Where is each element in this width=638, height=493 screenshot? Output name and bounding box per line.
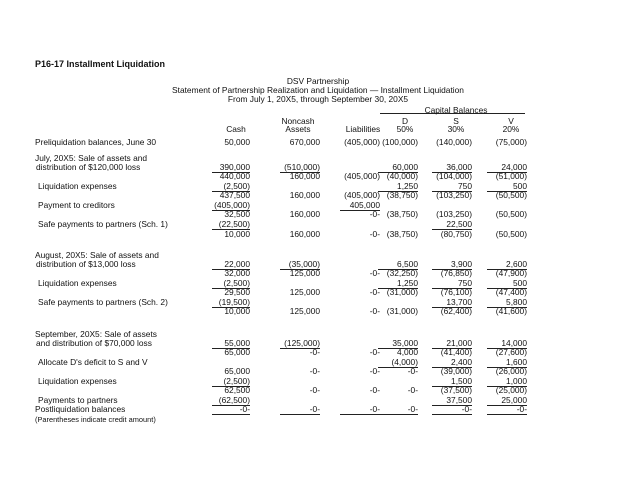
cell-liabilities: -0- bbox=[369, 209, 380, 219]
cell-noncash: 125,000 bbox=[289, 268, 320, 278]
cell-d: (100,000) bbox=[382, 137, 418, 147]
cell-s: (103,250) bbox=[436, 209, 472, 219]
column-header-s-2: 30% bbox=[447, 124, 465, 134]
cell-liabilities: 405,000 bbox=[349, 200, 380, 210]
row-label: July, 20X5: Sale of assets and bbox=[35, 153, 148, 163]
cell-d: 1,250 bbox=[397, 181, 418, 191]
cell-v: (26,000) bbox=[495, 366, 527, 376]
cell-v: (47,900) bbox=[495, 268, 527, 278]
cell-cash: 29,500 bbox=[224, 287, 250, 297]
cell-cash: (2,500) bbox=[223, 376, 250, 386]
cell-noncash: (510,000) bbox=[284, 162, 320, 172]
cell-cash: 437,500 bbox=[219, 190, 250, 200]
statement-period: From July 1, 20X5, through September 30, 20X5 bbox=[227, 94, 409, 104]
cell-v: (50,500) bbox=[495, 190, 527, 200]
row-label: Liquidation expenses bbox=[38, 278, 117, 288]
cell-v: (50,500) bbox=[495, 209, 527, 219]
cell-liabilities: (405,000) bbox=[344, 137, 380, 147]
row-label: September, 20X5: Sale of assets bbox=[35, 329, 157, 339]
cell-s: (104,000) bbox=[436, 171, 472, 181]
cell-cash: 55,000 bbox=[224, 338, 250, 348]
row-label: and distribution of $70,000 loss bbox=[36, 338, 152, 348]
cell-d: (38,750) bbox=[386, 190, 418, 200]
cell-v: 24,000 bbox=[501, 162, 527, 172]
cell-v: 1,000 bbox=[506, 376, 527, 386]
cell-d: (31,000) bbox=[386, 306, 418, 316]
row-label: Payments to partners bbox=[38, 395, 118, 405]
cell-noncash: 160,000 bbox=[289, 209, 320, 219]
cell-s: 2,400 bbox=[451, 357, 472, 367]
column-header-s-1: S bbox=[453, 116, 459, 126]
cell-v: (47,400) bbox=[495, 287, 527, 297]
column-header-d-2: 50% bbox=[396, 124, 414, 134]
cell-noncash: 125,000 bbox=[289, 287, 320, 297]
row-label: distribution of $120,000 loss bbox=[36, 162, 141, 172]
cell-cash: (2,500) bbox=[223, 181, 250, 191]
cell-cash: 10,000 bbox=[224, 229, 250, 239]
row-label: Preliquidation balances, June 30 bbox=[35, 137, 157, 147]
cell-d: (4,000) bbox=[391, 357, 418, 367]
cell-v: (50,500) bbox=[495, 229, 527, 239]
cell-s: 1,500 bbox=[451, 376, 472, 386]
cell-v: 5,800 bbox=[506, 297, 527, 307]
cell-s: (37,500) bbox=[440, 385, 472, 395]
cell-s: 750 bbox=[458, 181, 472, 191]
cell-v: 14,000 bbox=[501, 338, 527, 348]
footnote: (Parentheses indicate credit amount) bbox=[35, 415, 156, 424]
cell-s: 22,500 bbox=[446, 219, 472, 229]
cell-cash: 65,000 bbox=[224, 347, 250, 357]
subtotal-rule bbox=[487, 414, 527, 415]
cell-cash: 22,000 bbox=[224, 259, 250, 269]
column-header-v-1: V bbox=[508, 116, 514, 126]
cell-d: -0- bbox=[407, 385, 418, 395]
cell-liabilities: (405,000) bbox=[344, 190, 380, 200]
cell-noncash: 160,000 bbox=[289, 229, 320, 239]
cell-v: 500 bbox=[513, 181, 527, 191]
row-label: August, 20X5: Sale of assets and bbox=[35, 250, 159, 260]
cell-s: (39,000) bbox=[440, 366, 472, 376]
cell-cash: 50,000 bbox=[224, 137, 250, 147]
statement-title: Statement of Partnership Realization and Liquidation — Installment Liquidation bbox=[172, 85, 464, 95]
cell-d: 4,000 bbox=[397, 347, 418, 357]
cell-v: 2,600 bbox=[506, 259, 527, 269]
row-label: distribution of $13,000 loss bbox=[36, 259, 136, 269]
cell-d: (32,250) bbox=[386, 268, 418, 278]
cell-noncash: 670,000 bbox=[289, 137, 320, 147]
cell-v: -0- bbox=[516, 404, 527, 414]
cell-s: 37,500 bbox=[446, 395, 472, 405]
capital-balances-label: Capital Balances bbox=[424, 105, 488, 115]
cell-noncash: -0- bbox=[309, 385, 320, 395]
cell-s: (80,750) bbox=[440, 229, 472, 239]
column-header-v-2: 20% bbox=[502, 124, 520, 134]
row-label: Liquidation expenses bbox=[38, 181, 117, 191]
cell-s: 750 bbox=[458, 278, 472, 288]
cell-s: (41,400) bbox=[440, 347, 472, 357]
cell-cash: (62,500) bbox=[218, 395, 250, 405]
cell-s: 21,000 bbox=[446, 338, 472, 348]
cell-v: (25,000) bbox=[495, 385, 527, 395]
cell-noncash: 160,000 bbox=[289, 190, 320, 200]
cell-cash: 440,000 bbox=[219, 171, 250, 181]
cell-v: (75,000) bbox=[495, 137, 527, 147]
statement-entity: DSV Partnership bbox=[286, 76, 350, 86]
cell-liabilities: -0- bbox=[369, 287, 380, 297]
cell-d: 35,000 bbox=[392, 338, 418, 348]
column-header-noncash-1: Noncash bbox=[281, 116, 315, 126]
cell-liabilities: (405,000) bbox=[344, 171, 380, 181]
row-label: Postliquidation balances bbox=[35, 404, 126, 414]
cell-v: (41,600) bbox=[495, 306, 527, 316]
row-label: Safe payments to partners (Sch. 2) bbox=[38, 297, 168, 307]
cell-v: 500 bbox=[513, 278, 527, 288]
cell-cash: (22,500) bbox=[218, 219, 250, 229]
cell-s: (62,400) bbox=[440, 306, 472, 316]
cell-cash: 62,500 bbox=[224, 385, 250, 395]
cell-cash: -0- bbox=[239, 404, 250, 414]
column-header-d-1: D bbox=[401, 116, 409, 126]
cell-s: (76,850) bbox=[440, 268, 472, 278]
cell-v: 25,000 bbox=[501, 395, 527, 405]
cell-liabilities: -0- bbox=[369, 366, 380, 376]
column-header-cash-2: Cash bbox=[226, 124, 246, 134]
cell-liabilities: -0- bbox=[369, 306, 380, 316]
row-label: Payment to creditors bbox=[38, 200, 115, 210]
cell-s: 36,000 bbox=[446, 162, 472, 172]
cell-cash: (405,000) bbox=[214, 200, 250, 210]
cell-liabilities: -0- bbox=[369, 385, 380, 395]
row-label: Liquidation expenses bbox=[38, 376, 117, 386]
cell-d: (31,000) bbox=[386, 287, 418, 297]
subtotal-rule bbox=[432, 414, 472, 415]
document-title: P16-17 Installment Liquidation bbox=[35, 59, 166, 69]
cell-v: 1,600 bbox=[506, 357, 527, 367]
cell-d: (38,750) bbox=[386, 209, 418, 219]
cell-v: (27,600) bbox=[495, 347, 527, 357]
subtotal-rule bbox=[212, 414, 250, 415]
cell-noncash: 125,000 bbox=[289, 306, 320, 316]
cell-cash: 32,500 bbox=[224, 209, 250, 219]
subtotal-rule bbox=[378, 414, 418, 415]
row-label: Allocate D's deficit to S and V bbox=[38, 357, 148, 367]
cell-d: -0- bbox=[407, 366, 418, 376]
cell-noncash: -0- bbox=[309, 347, 320, 357]
cell-liabilities: -0- bbox=[369, 268, 380, 278]
cell-d: 1,250 bbox=[397, 278, 418, 288]
row-label: Safe payments to partners (Sch. 1) bbox=[38, 219, 168, 229]
cell-noncash: -0- bbox=[309, 404, 320, 414]
cell-d: -0- bbox=[407, 404, 418, 414]
subtotal-rule bbox=[280, 414, 320, 415]
cell-d: (40,000) bbox=[386, 171, 418, 181]
column-header-liabilities-2: Liabilities bbox=[345, 124, 381, 134]
cell-cash: 65,000 bbox=[224, 366, 250, 376]
column-header-noncash-2: Assets bbox=[285, 124, 311, 134]
cell-liabilities: -0- bbox=[369, 347, 380, 357]
cell-noncash: (35,000) bbox=[288, 259, 320, 269]
cell-liabilities: -0- bbox=[369, 404, 380, 414]
cell-s: (76,100) bbox=[440, 287, 472, 297]
cell-cash: 10,000 bbox=[224, 306, 250, 316]
cell-liabilities: -0- bbox=[369, 229, 380, 239]
cell-cash: 32,000 bbox=[224, 268, 250, 278]
cell-s: -0- bbox=[461, 404, 472, 414]
cell-s: (103,250) bbox=[436, 190, 472, 200]
cell-s: 3,900 bbox=[451, 259, 472, 269]
cell-cash: 390,000 bbox=[219, 162, 250, 172]
cell-noncash: 160,000 bbox=[289, 171, 320, 181]
cell-d: 6,500 bbox=[397, 259, 418, 269]
cell-d: 60,000 bbox=[392, 162, 418, 172]
cell-noncash: (125,000) bbox=[284, 338, 320, 348]
cell-cash: (2,500) bbox=[223, 278, 250, 288]
cell-d: (38,750) bbox=[386, 229, 418, 239]
cell-v: (51,000) bbox=[495, 171, 527, 181]
cell-cash: (19,500) bbox=[218, 297, 250, 307]
cell-s: 13,700 bbox=[446, 297, 472, 307]
cell-s: (140,000) bbox=[436, 137, 472, 147]
subtotal-rule bbox=[340, 414, 380, 415]
cell-noncash: -0- bbox=[309, 366, 320, 376]
